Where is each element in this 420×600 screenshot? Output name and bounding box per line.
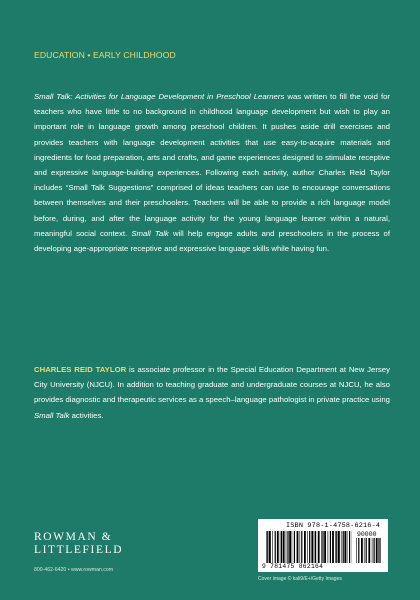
barcode-bar [361, 538, 363, 563]
addon-barcode-bars [356, 538, 382, 563]
barcode-bar [344, 531, 346, 563]
barcode-bar [349, 531, 350, 563]
barcode-bar [338, 531, 340, 563]
barcode-bar [322, 531, 323, 563]
barcode-bar [328, 531, 329, 563]
barcode-bar [297, 531, 299, 563]
barcode-bar [301, 531, 302, 563]
barcode-bar [356, 538, 357, 563]
barcode-bar [275, 531, 276, 563]
barcode-bar [307, 531, 308, 563]
barcode-bar [280, 531, 281, 563]
barcode-bar [318, 531, 320, 563]
isbn-number: ISBN 978-1-4758-6216-4 [286, 522, 381, 530]
barcode-bar [304, 531, 306, 563]
book-title-italic: Small Talk: Activities for Language Development in Preschool Learners [34, 92, 285, 101]
bio-text-2: activities. [69, 410, 104, 420]
isbn-barcode [258, 519, 388, 572]
barcode-bar [286, 531, 287, 563]
barcode-bar [324, 531, 326, 563]
publisher-contact: 800-462-6420 • www.rowman.com [34, 567, 114, 573]
barcode-digits: 9 781475 862164 [262, 563, 324, 570]
description-text-2: will help engage adults and preschoolers in the process of developing age-appropriate receptive and expressive language skills while having fun. [34, 228, 390, 254]
barcode-bar [272, 531, 273, 563]
barcode-bar [315, 531, 316, 563]
barcode-bar [364, 538, 365, 563]
book-description [34, 89, 390, 256]
barcode-bar [300, 531, 301, 563]
barcode-bar [294, 531, 295, 563]
barcode-bar [347, 531, 348, 563]
barcode-bar [332, 531, 334, 563]
barcode-bar [330, 531, 331, 563]
barcode-bar [368, 538, 370, 563]
barcode-bar [378, 538, 379, 563]
barcode-bar [379, 538, 380, 563]
publisher-logo-line2: LITTLEFIELD [34, 544, 124, 556]
barcode-bar [267, 531, 268, 563]
barcode-bar [372, 538, 373, 563]
barcode-bars [266, 531, 352, 563]
bio-italic-title: Small Talk [34, 410, 70, 420]
description-italic-title: Small Talk [131, 228, 169, 238]
publisher-logo-line1: ROWMAN & [34, 531, 113, 543]
barcode-bar [341, 531, 342, 563]
author-name: CHARLES REID TAYLOR [34, 365, 127, 374]
barcode-bar [376, 538, 378, 563]
barcode-bar [343, 531, 344, 563]
barcode-bar [374, 538, 375, 563]
author-bio [34, 362, 390, 423]
barcode-bar [336, 531, 337, 563]
barcode-bar [269, 531, 271, 563]
barcode-bar [314, 531, 315, 563]
barcode-bar [366, 538, 367, 563]
barcode-bar [335, 531, 336, 563]
barcode-bar [283, 531, 285, 563]
category-label: EDUCATION • EARLY CHILDHOOD [34, 50, 176, 60]
barcode-bar [277, 531, 279, 563]
publisher-logo [34, 531, 123, 557]
barcode-bar [281, 531, 282, 563]
barcode-bar [309, 531, 310, 563]
barcode-bar [292, 531, 293, 563]
description-text-1: was written to fill the void for teachers who have little to no background in childhood language development but wish to play an important role in language growth among preschool children. It pushes aside drill exercises and provides teachers with language development activities that use easy-to-acquire materials and ingredients for food preparation, arts and crafts, and game experiences designed to stimulate receptive and expressive language-building experiences. Following each activity, author Charles Reid Taylor includes “Small Talk Suggestions” comprised of ideas teachers can use to encourage conversations between themselves and their preschoolers. Teachers will be able to provide a rich language model before, during, and after the language activity for the young language learner within a natural, meaningful social context. [34, 92, 391, 238]
barcode-bar [311, 531, 313, 563]
price-code: 90000 [357, 531, 377, 538]
barcode-bar [358, 538, 359, 563]
barcode-bar [287, 531, 288, 563]
cover-image-credit: Cover image © kali9/E+/Getty Images [258, 576, 342, 582]
barcode-bar [321, 531, 322, 563]
barcode-bar [266, 531, 267, 563]
bio-text-1: is associate professor in the Special Education Department at New Jersey City University (NJCU). In addition to teaching graduate and undergraduate courses at NJCU, he also provides diagnostic and therapeutic services as a speech–language pathologist in private practice using [34, 365, 390, 405]
barcode-bar [289, 531, 291, 563]
